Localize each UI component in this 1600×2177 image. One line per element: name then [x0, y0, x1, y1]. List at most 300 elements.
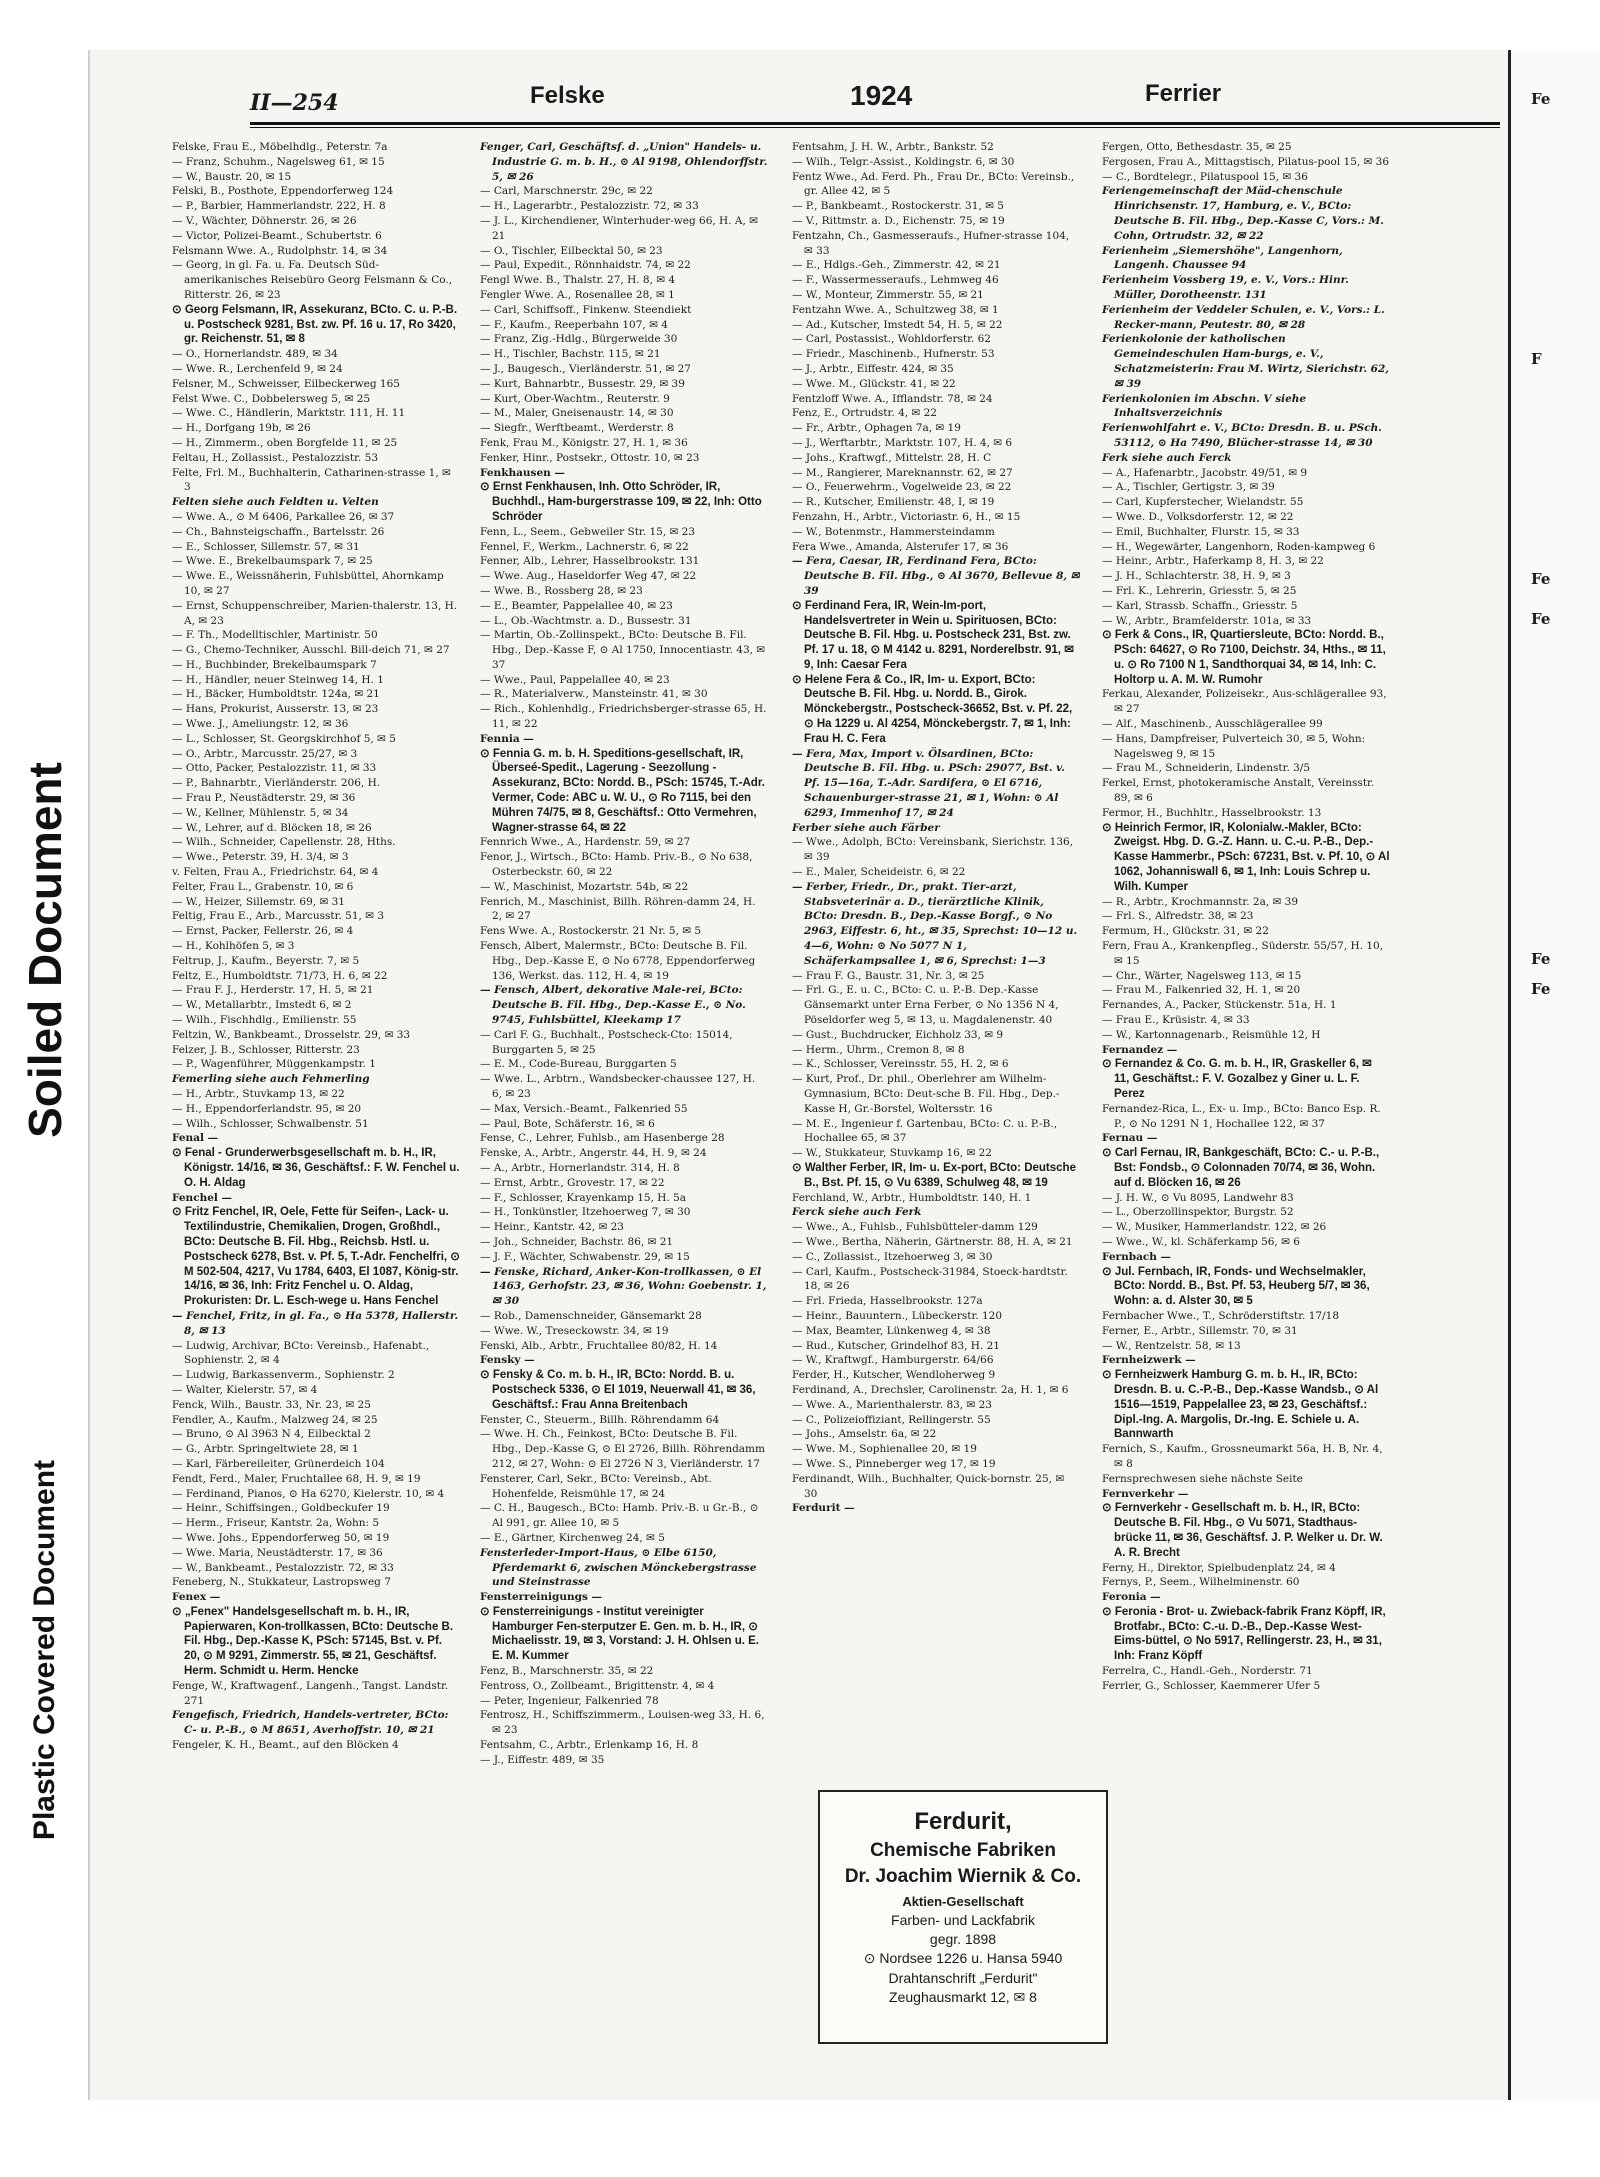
header-last-name: Ferrier [1145, 80, 1222, 107]
directory-entry: — Kurt, Ober-Wachtm., Reuterstr. 9 [480, 392, 670, 405]
directory-entry: — Fenchel, Fritz, in gl. Fa., ⊙ Ha 5378, Hallerstr. 8, ✉ 13 [172, 1309, 459, 1337]
directory-entry: Fern, Frau A., Krankenpfleg., Süderstr. 55/57, H. 10, ✉ 15 [1102, 940, 1384, 967]
section-heading: Fernau — [1102, 1132, 1158, 1145]
directory-entry: — F., Wassermesseraufs., Lehmweg 46 [792, 274, 999, 287]
directory-entry: — Wwe. Maria, Neustädterstr. 17, ✉ 36 [172, 1546, 383, 1559]
edge-mark: Fe [1531, 950, 1551, 968]
directory-entry: Fendt, Ferd., Maler, Fruchtallee 68, H. 9, ✉ 19 [172, 1472, 421, 1485]
directory-entry: Fenn, L., Seem., Gebweiler Str. 15, ✉ 23 [480, 525, 695, 538]
directory-entry: — Ad., Kutscher, Imstedt 54, H. 5, ✉ 22 [792, 318, 1003, 331]
firm-entry: ⊙ Fennia G. m. b. H. Speditions-gesellschaft, IR, Überseé-Spedit., Lagerung - Seezollung - Assekuranz, BCto: Nordd. B., PSch: 15745, T.-Adr. Vermer, Code: ABC u. W. U., ⊙ Ro 7115, bei den Mühren 74/75, ✉ 8, Geschäftsf.: Otto Vermehren, Wagner-strasse 64, ✉ 22 [480, 747, 765, 834]
directory-entry: — C., Zollassist., Itzehoerweg 3, ✉ 30 [792, 1250, 993, 1263]
directory-entry: Felter, Frau L., Grabenstr. 10, ✉ 6 [172, 880, 354, 893]
directory-entry: — J., Werftarbtr., Marktstr. 107, H. 4, ✉ 6 [792, 436, 1013, 449]
directory-entry: — A., Tischler, Gertigstr. 3, ✉ 39 [1102, 481, 1275, 494]
directory-entry: — E., Gärtner, Kirchenweg 24, ✉ 5 [480, 1531, 665, 1544]
directory-entry: — Wwe., Bertha, Näherin, Gärtnerstr. 88, H. A, ✉ 21 [792, 1235, 1073, 1248]
directory-entry: — Johs., Kraftwgf., Mittelstr. 28, H. C [792, 451, 992, 464]
directory-entry: — H., Dorfgang 19b, ✉ 26 [172, 422, 311, 435]
directory-entry: — E., Beamter, Pappelallee 40, ✉ 23 [480, 599, 673, 612]
directory-entry: — Carl F. G., Buchhalt., Postscheck-Cto: 15014, Burggarten 5, ✉ 25 [480, 1028, 733, 1056]
directory-entry: — M., Rangierer, Mareknannstr. 62, ✉ 27 [792, 466, 1013, 479]
directory-entry: — Gust., Buchdrucker, Eichholz 33, ✉ 9 [792, 1028, 1004, 1041]
directory-entry: Ferienwohlfahrt e. V., BCto: Dresdn. B. u. PSch. 53112, ⊙ Ha 7490, Blücher-strasse 14, ✉ 30 [1102, 422, 1382, 449]
directory-entry: — Ch., Bahnsteigschaffn., Bartelsstr. 26 [172, 525, 385, 538]
directory-entry: Fernandez-Rica, L., Ex- u. Imp., BCto: Banco Esp. R. P., ⊙ No 1291 N 1, Hochallee 122, ✉ 37 [1102, 1102, 1381, 1130]
directory-entry: Felsmann Wwe. A., Rudolphstr. 14, ✉ 34 [172, 244, 388, 257]
directory-entry: — P., Bankbeamt., Rostockerstr. 31, ✉ 5 [792, 200, 1004, 213]
firm-entry: ⊙ Feronia - Brot- u. Zwieback-fabrik Franz Köpff, IR, Brotfabr., BCto: C.-u. D.-B., Dep.-Kasse West-Eims-büttel, ⊙ No 5917, Rellingerstr. 23, H., ✉ 31, Inh: Franz Köpff [1102, 1605, 1386, 1663]
directory-entry: — C. H., Baugesch., BCto: Hamb. Priv.-B. u Gr.-B., ⊙ Al 991, gr. Allee 10, ✉ 5 [480, 1502, 759, 1530]
directory-entry: Ferck siehe auch Ferk [792, 1206, 922, 1219]
directory-entry: — Carl, Schiffsoff., Finkenw. Steendiekt [480, 303, 692, 316]
directory-entry: — Frau F. G., Baustr. 31, Nr. 3, ✉ 25 [792, 969, 985, 982]
directory-entry: Fengeler, K. H., Beamt., auf den Blöcken 4 [172, 1739, 399, 1752]
directory-entry: — Wwe., Paul, Pappelallee 40, ✉ 23 [480, 673, 670, 686]
directory-entry: — J., Eiffestr. 489, ✉ 35 [480, 1753, 605, 1766]
directory-entry: — H., Arbtr., Stuvkamp 13, ✉ 22 [172, 1088, 345, 1100]
directory-entry: — H., Kohlhöfen 5, ✉ 3 [172, 940, 295, 953]
directory-entry: Ferienheim der Veddeler Schulen, e. V., Vors.: L. Recker-mann, Peutestr. 80, ✉ 28 [1102, 303, 1385, 331]
directory-entry: — O., Hornerlandstr. 489, ✉ 34 [172, 348, 338, 361]
directory-entry: — Wwe. M., Sophienallee 20, ✉ 19 [792, 1443, 977, 1456]
directory-entry: — O., Tischler, Eilbecktal 50, ✉ 23 [480, 244, 663, 257]
directory-entry: Fenck, Wilh., Baustr. 33, Nr. 23, ✉ 25 [172, 1398, 371, 1411]
directory-entry: — Wwe. J., Ameliungstr. 12, ✉ 36 [172, 718, 349, 731]
directory-entry: — Herm., Friseur, Kantstr. 2a, Wohn: 5 [172, 1517, 380, 1530]
directory-entry: — Johs., Amselstr. 6a, ✉ 22 [792, 1428, 937, 1441]
directory-entry: — Ludwig, Archivar, BCto: Vereinsb., Hafenabt., Sophienstr. 2, ✉ 4 [172, 1339, 430, 1367]
directory-entry: — W., Rentzelstr. 58, ✉ 13 [1102, 1339, 1241, 1352]
directory-entry: Feltau, H., Zollassist., Pestalozzistr. 53 [172, 451, 379, 464]
directory-entry: — Wwe. M., Glückstr. 41, ✉ 22 [792, 377, 956, 390]
header-rule [250, 122, 1500, 128]
directory-entry: Fenz, E., Ortrudstr. 4, ✉ 22 [792, 407, 937, 420]
directory-entry: Fermum, H., Glückstr. 31, ✉ 22 [1102, 925, 1269, 938]
directory-entry: Fentsahm, C., Arbtr., Erlenkamp 16, H. 8 [480, 1739, 699, 1752]
directory-entry: — W., Baustr. 20, ✉ 15 [172, 170, 292, 183]
firm-entry: ⊙ Walther Ferber, IR, Im- u. Ex-port, BCto: Deutsche B., Bst. Pf. 15, ⊙ Vu 6389, Schulweg 48, ✉ 19 [792, 1161, 1076, 1189]
directory-entry: — Rich., Kohlenhdlg., Friedrichsberger-strasse 65, H. 11, ✉ 22 [480, 703, 767, 731]
directory-entry: — P., Bahnarbtr., Vierländerstr. 206, H. [172, 777, 381, 790]
directory-entry: — Hans, Prokurist, Ausserstr. 13, ✉ 23 [172, 703, 379, 716]
firm-entry: ⊙ Fensterreinigungs - Institut vereinigter Hamburger Fen-sterputzer E. Gen. m. b. H., IR, ⊙ Michaelisstr. 19, ✉ 3, Vorstand: J. H. Ohlsen u. E. E. M. Kummer [480, 1605, 759, 1663]
directory-entry: Fenster, C., Steuerm., Billh. Röhrendamm 64 [480, 1413, 720, 1426]
directory-entry: — W., Kartonnagenarb., Reismühle 12, H [1102, 1028, 1321, 1041]
firm-entry: ⊙ Fensky & Co. m. b. H., IR, BCto: Nordd. B. u. Postscheck 5336, ⊙ El 1019, Neuerwall 41, ✉ 36, Geschäftsf.: Frau Anna Breitenbach [480, 1369, 756, 1411]
section-heading: Fernandez — [1102, 1043, 1178, 1056]
ad-line-4: Farben- und Lackfabrik [891, 1912, 1035, 1928]
directory-entry: — Frau E., Krüsistr. 4, ✉ 33 [1102, 1014, 1250, 1027]
directory-entry: — G., Arbtr. Springeltwiete 28, ✉ 1 [172, 1443, 359, 1456]
directory-entry: — Ernst, Schuppenschreiber, Marien-thalerstr. 13, H. A, ✉ 23 [172, 599, 458, 627]
directory-entry: — Wwe., A., Fuhlsb., Fuhlsbütteler-damm 129 [792, 1221, 1038, 1234]
directory-entry: — Karl, Färbereileiter, Grünerdeich 104 [172, 1457, 385, 1470]
directory-entry: — Wwe. L., Arbtrn., Wandsbecker-chaussee 127, H. 6, ✉ 23 [480, 1073, 756, 1100]
directory-entry: Fentzloff Wwe. A., Ifflandstr. 78, ✉ 24 [792, 392, 993, 405]
directory-entry: Fernsprechwesen siehe nächste Seite [1102, 1472, 1303, 1485]
directory-entry: — J., Arbtr., Eiffestr. 424, ✉ 35 [792, 362, 954, 375]
directory-entry: Fenrich, M., Maschinist, Billh. Röhren-damm 24, H. 2, ✉ 27 [480, 895, 756, 923]
directory-entry: — Fr., Arbtr., Ophagen 7a, ✉ 19 [792, 422, 961, 435]
ad-line-8: Zeughausmarkt 12, ✉ 8 [889, 1989, 1037, 2005]
section-heading: Feronia — [1102, 1591, 1161, 1604]
directory-column-2 [480, 140, 768, 2100]
directory-entry: Fengl Wwe. B., Thalstr. 27, H. 8, ✉ 4 [480, 274, 676, 287]
directory-entry: — Wwe., Adolph, BCto: Vereinsbank, Sierichstr. 136, ✉ 39 [792, 836, 1074, 864]
firm-entry: ⊙ Heinrich Fermor, IR, Kolonialw.-Makler, BCto: Zweigst. Hbg. D. G.-Z. Hann. u. C.-u. P.-B., Dep.-Kasse Hammerbr., PSch: 67231, Bst. v. Pf. 10, ⊙ Al 1062, Johanniswall 6, ✉ 1, Inh: Louis Schrep u. Wilh. Kumper [1102, 821, 1390, 893]
directory-entry: — H., Eppendorferlandstr. 95, ✉ 20 [172, 1102, 362, 1115]
directory-entry: Fensterleder-Import-Haus, ⊙ Elbe 6150, Pferdemarkt 6, zwischen Mönckebergstrasse und Steinstrasse [480, 1546, 757, 1589]
ad-line-2: Dr. Joachim Wiernik & Co. [844, 1866, 1082, 1887]
directory-entry: Fendler, A., Kaufm., Malzweg 24, ✉ 25 [172, 1413, 378, 1426]
directory-entry: Felst Wwe. C., Dobbelersweg 5, ✉ 25 [172, 392, 371, 405]
directory-entry: — Max, Versich.-Beamt., Falkenried 55 [480, 1102, 688, 1115]
directory-entry: Fenger, Carl, Geschäftsf. d. „Union" Handels- u. Industrie G. m. b. H., ⊙ Al 9198, Ohlendorffstr. 5, ✉ 26 [480, 141, 768, 183]
directory-entry: Feltrup, J., Kaufm., Beyerstr. 7, ✉ 5 [172, 954, 360, 967]
directory-entry: — O., Arbtr., Marcusstr. 25/27, ✉ 3 [172, 747, 358, 760]
directory-entry: Feneberg, N., Stukkateur, Lastropsweg 7 [172, 1576, 391, 1589]
directory-entry: — Wilh., Schneider, Capellenstr. 28, Hths. [172, 836, 396, 849]
directory-entry: — M., Maler, Gneisenaustr. 14, ✉ 30 [480, 407, 674, 420]
directory-entry: Ferkau, Alexander, Polizeisekr., Aus-schlägerallee 93, ✉ 27 [1102, 688, 1387, 716]
directory-entry: — Kurt, Bahnarbtr., Bussestr. 29, ✉ 39 [480, 377, 685, 390]
ad-line-3: Aktien-Gesellschaft [902, 1894, 1024, 1909]
directory-entry: Ferrelra, C., Handl.-Geh., Norderstr. 71 [1102, 1665, 1313, 1678]
ad-title: Ferdurit, [914, 1808, 1012, 1835]
section-heading: Fernverkehr — [1102, 1487, 1189, 1500]
directory-entry: Fernandes, A., Packer, Stückenstr. 51a, H. 1 [1102, 999, 1337, 1012]
directory-entry: — Paul, Expedit., Rönnhaidstr. 74, ✉ 22 [480, 259, 691, 272]
firm-entry: ⊙ Ferdinand Fera, IR, Wein-Im-port, Handelsvertreter in Wein u. Spirituosen, BCto: Deutsche B. Fil. Hbg. u. Postscheck 231, Bst. zw. Pf. 17 u. 18, ⊙ M 4142 u. 8291, Norderelbstr. 91, ✉ 9, Inh: Caesar Fera [792, 599, 1074, 671]
page-header [160, 68, 1500, 118]
directory-entry: — Carl, Postassist., Wohldorferstr. 62 [792, 333, 991, 346]
directory-entry: — Franz, Zig.-Hdlg., Bürgerweide 30 [480, 333, 678, 346]
directory-entry: — Siegfr., Werftbeamt., Werderstr. 8 [480, 422, 674, 435]
directory-entry: — Rob., Damenschneider, Gänsemarkt 28 [480, 1309, 702, 1322]
ferdurit-advertisement [818, 1790, 1108, 2044]
adjacent-page-edge [1508, 50, 1600, 2100]
directory-entry: — Kurt, Prof., Dr. phil., Oberlehrer am Wilhelm-Gymnasium, BCto: Deut-sche B. Fil. Hbg., Dep.-Kasse H, Gr.-Borstel, Woltersstr. 16 [792, 1073, 1060, 1115]
directory-entry: — Heinr., Bauuntern., Lübeckerstr. 120 [792, 1309, 1003, 1322]
directory-entry: — Wwe. R., Lerchenfeld 9, ✉ 24 [172, 362, 343, 375]
firm-entry: ⊙ Fernverkehr - Gesellschaft m. b. H., IR, BCto: Deutsche B. Fil. Hbg., ⊙ Vu 5071, Stadthaus-brücke 11, ✉ 36, Geschäftsf. J. P. Welker u. Dr. W. A. R. Brecht [1102, 1502, 1383, 1559]
directory-entry: Ferrler, G., Schlosser, Kaemmerer Ufer 5 [1102, 1679, 1321, 1692]
directory-entry: Fergosen, Frau A., Mittagstisch, Pilatus-pool 15, ✉ 36 [1102, 155, 1390, 168]
page-number: II—254 [250, 90, 339, 116]
directory-entry: — F., Schlosser, Krayenkamp 15, H. 5a [480, 1191, 687, 1204]
directory-entry: — Ernst, Arbtr., Grovestr. 17, ✉ 22 [480, 1176, 665, 1189]
directory-entry: Ferchland, W., Arbtr., Humboldtstr. 140, H. 1 [792, 1191, 1032, 1204]
directory-entry: — C., Bordtelegr., Pilatuspool 15, ✉ 36 [1102, 170, 1308, 183]
directory-entry: — P., Barbier, Hammerlandstr. 222, H. 8 [172, 200, 386, 213]
directory-entry: Fenor, J., Wirtsch., BCto: Hamb. Priv.-B., ⊙ No 638, Osterbeckstr. 60, ✉ 22 [480, 851, 753, 879]
section-heading: Fernheizwerk — [1102, 1354, 1196, 1367]
directory-entry: Ferber siehe auch Färber [792, 821, 940, 834]
directory-entry: Ferder, H., Kutscher, Wendloherweg 9 [792, 1369, 996, 1382]
directory-entry: Felzer, J. B., Schlosser, Ritterstr. 23 [172, 1043, 360, 1056]
directory-entry: — Wwe. A., ⊙ M 6406, Parkallee 26, ✉ 37 [172, 510, 395, 523]
section-heading: Fensky — [480, 1354, 535, 1367]
directory-entry: Felten siehe auch Feldten u. Velten [172, 496, 379, 509]
directory-entry: Fenker, Hinr., Postsekr., Ottostr. 10, ✉ 23 [480, 451, 700, 464]
section-heading: Ferdurit — [792, 1502, 855, 1515]
directory-entry: — Chr., Wärter, Nagelsweg 113, ✉ 15 [1102, 969, 1302, 982]
directory-entry: — K., Schlosser, Vereinsstr. 55, H. 2, ✉ 6 [792, 1058, 1009, 1071]
directory-entry: — Heinr., Arbtr., Haferkamp 8, H. 3, ✉ 22 [1102, 555, 1324, 568]
directory-entry: — Victor, Polizei-Beamt., Schubertstr. 6 [172, 229, 382, 242]
directory-entry: — M. E., Ingenieur f. Gartenbau, BCto: C. u. P.-B., Hochallee 65, ✉ 37 [792, 1117, 1058, 1145]
directory-entry: — Carl, Kupferstecher, Wielandstr. 55 [1102, 496, 1304, 509]
section-heading: Fenkhausen — [480, 466, 565, 479]
directory-entry: — L., Oberzollinspektor, Burgstr. 52 [1102, 1206, 1294, 1219]
section-heading: Fensterreinigungs — [480, 1591, 603, 1604]
directory-entry: Feltz, E., Humboldtstr. 71/73, H. 6, ✉ 22 [172, 969, 388, 982]
directory-entry: — H., Lagerarbtr., Pestalozzistr. 72, ✉ 33 [480, 200, 699, 213]
directory-entry: — Wwe. H. Ch., Feinkost, BCto: Deutsche B. Fil. Hbg., Dep.-Kasse G, ⊙ El 2726, Billh. Röhrendamm 212, ✉ 27, Wohn: ⊙ El 2726 N 3, Vierländerstr. 17 [480, 1428, 765, 1470]
directory-entry: Felske, Frau E., Möbelhdlg., Peterstr. 7a [172, 141, 388, 153]
firm-entry: ⊙ Fernandez & Co. G. m. b. H., IR, Graskeller 6, ✉ 11, Geschäftst.: F. V. Gozalbez y Giner u. L. F. Perez [1102, 1058, 1372, 1100]
directory-entry: Feltig, Frau E., Arb., Marcusstr. 51, ✉ 3 [172, 910, 384, 923]
directory-entry: Fengler Wwe. A., Rosenallee 28, ✉ 1 [480, 288, 675, 301]
firm-entry: ⊙ Fernheizwerk Hamburg G. m. b. H., IR, BCto: Dresdn. B. u. C.-P.-B., Dep.-Kasse Wandsb., ⊙ Al 1516—1519, Pappelallee 23, ✉ 23, Geschäftsf.: Dipl.-Ing. A. Margolis, Dr.-Ing. E. Schiele u. A. Bannwarth [1102, 1369, 1379, 1441]
directory-entry: — Wilh., Telgr.-Assist., Koldingstr. 6, ✉ 30 [792, 155, 1015, 168]
directory-entry: — W., Botenmstr., Hammersteindamm [792, 525, 995, 538]
directory-entry: — Wwe. E., Weissnäherin, Fuhlsbüttel, Ahornkamp 10, ✉ 27 [172, 570, 444, 597]
directory-entry: — Frl. G., E. u. C., BCto: C. u. P.-B. Dep.-Kasse Gänsemarkt unter Erna Ferber, ⊙ No 1356 N 4, Pöseldorfer weg 5, ✉ 13, u. Magdalenenstr. 40 [792, 984, 1059, 1027]
firm-entry: ⊙ Ernst Fenkhausen, Inh. Otto Schröder, IR, Buchhdl., Ham-burgerstrasse 109, ✉ 22, Inh: Otto Schröder [480, 481, 762, 523]
firm-entry: ⊙ Fenal - Grunderwerbsgesellschaft m. b. H., IR, Königstr. 14/16, ✉ 36, Geschäftsf.: F. W. Fenchel u. O. H. Aldag [172, 1147, 460, 1189]
directory-entry: — Wwe. D., Volksdorferstr. 12, ✉ 22 [1102, 510, 1294, 523]
directory-entry: Fenge, W., Kraftwagenf., Langenh., Tangst. Landstr. 271 [172, 1679, 449, 1707]
directory-entry: Fentzahn Wwe. A., Schultzweg 38, ✉ 1 [792, 303, 999, 316]
directory-entry: Ferdinand, A., Drechsler, Carolinenstr. 2a, H. 1, ✉ 6 [792, 1383, 1069, 1396]
directory-entry: v. Felten, Frau A., Friedrichstr. 64, ✉ 4 [172, 866, 379, 879]
directory-entry: Felski, B., Posthote, Eppendorferweg 124 [172, 185, 394, 198]
directory-entry: — E., Maler, Scheideistr. 6, ✉ 22 [792, 866, 966, 879]
directory-entry: — Emil, Buchhalter, Flurstr. 15, ✉ 33 [1102, 525, 1300, 538]
directory-entry: — O., Feuerwehrm., Vogelweide 23, ✉ 22 [792, 481, 1012, 494]
directory-entry: — E., Hdlgs.-Geh., Zimmerstr. 42, ✉ 21 [792, 259, 1001, 272]
directory-entry: — Wwe. Aug., Haseldorfer Weg 47, ✉ 22 [480, 570, 697, 583]
directory-entry: — Heinr., Kantstr. 42, ✉ 23 [480, 1221, 624, 1234]
directory-entry: — H., Buchbinder, Brekelbaumspark 7 [172, 658, 377, 671]
directory-entry: — H., Zimmerm., oben Borgfelde 11, ✉ 25 [172, 436, 398, 449]
directory-entry: — Martin, Ob.-Zollinspekt., BCto: Deutsche B. Fil. Hbg., Dep.-Kasse F, ⊙ Al 1750, Innocentiastr. 43, ✉ 37 [480, 629, 766, 671]
directory-entry: Fentrosz, H., Schiffszimmerm., Louisen-weg 33, H. 6, ✉ 23 [480, 1709, 765, 1737]
firm-entry: ⊙ Ferk & Cons., IR, Quartiersleute, BCto: Nordd. B., PSch: 64627, ⊙ Ro 7100, Deichstr. 34, Hths., ✉ 11, u. ⊙ Ro 7100 N 1, Sandthorquai 34, ✉ 14, Inh: C. Holtorp u. A. M. W. Rumohr [1102, 629, 1386, 686]
directory-entry: — J. F., Wächter, Schwabenstr. 29, ✉ 15 [480, 1250, 690, 1263]
directory-entry: — H., Tischler, Bachstr. 115, ✉ 21 [480, 348, 661, 361]
directory-entry: — Wwe. Johs., Eppendorferweg 50, ✉ 19 [172, 1531, 390, 1544]
directory-entry: Ferienkolonie der katholischen Gemeindeschulen Ham-burgs, e. V., Schatzmeisterin: Frau M. Wirtz, Sierichstr. 62, ✉ 39 [1102, 333, 1389, 390]
directory-entry: — Georg, in gl. Fa. u. Fa. Deutsch Süd-amerikanisches Reisebüro Georg Felsmann & Co., Ritterstr. 26, ✉ 23 [172, 259, 453, 301]
directory-entry: — Otto, Packer, Pestalozzistr. 11, ✉ 33 [172, 762, 377, 775]
edge-mark: Fe [1531, 980, 1551, 998]
directory-entry: Ferdinandt, Wilh., Buchhalter, Quick-bornstr. 25, ✉ 30 [792, 1472, 1065, 1500]
edge-mark: Fe [1531, 570, 1551, 588]
directory-entry: Fens Wwe. A., Rostockerstr. 21 Nr. 5, ✉ 5 [480, 925, 702, 938]
directory-entry: — Fenske, Richard, Anker-Kon-trollkassen, ⊙ El 1463, Gerhofstr. 23, ✉ 36, Wohn: Goebenstr. 1, ✉ 30 [480, 1265, 767, 1308]
scan-margin [88, 2100, 1600, 2177]
directory-entry: Fernich, S., Kaufm., Grossneumarkt 56a, H. B, Nr. 4, ✉ 8 [1102, 1443, 1383, 1470]
directory-entry: — Friedr., Maschinenb., Hufnerstr. 53 [792, 348, 995, 361]
directory-entry: — Frl. S., Alfredstr. 38, ✉ 23 [1102, 910, 1254, 923]
directory-entry: Fensterer, Carl, Sekr., BCto: Vereinsb., Abt. Hohenfelde, Reismühle 17, ✉ 24 [480, 1472, 712, 1500]
directory-entry: Fengefisch, Friedrich, Handels-vertreter, BCto: C- u. P.-B., ⊙ M 8651, Averhoffstr. 10, ✉ 21 [172, 1709, 449, 1737]
directory-entry: — Walter, Kielerstr. 57, ✉ 4 [172, 1383, 318, 1396]
directory-entry: Felsner, M., Schweisser, Eilbeckerweg 165 [172, 377, 400, 390]
directory-entry: — Karl, Strassb. Schaffn., Griesstr. 5 [1102, 599, 1298, 612]
firm-entry: ⊙ „Fenex" Handelsgesellschaft m. b. H., IR, Papierwaren, Kon-trollkassen, BCto: Deutsche B. Fil. Hbg., Dep.-Kasse K, PSch: 57145, Bst. v. Pf. 20, ⊙ M 9291, Zimmerstr. 55, ✉ 21, Geschäftsf. Herm. Schmidt u. Herm. Hencke [172, 1605, 454, 1678]
directory-entry: — V., Rittmstr. a. D., Eichenstr. 75, ✉ 19 [792, 214, 1005, 227]
directory-entry: — Bruno, ⊙ Al 3963 N 4, Eilbecktal 2 [172, 1428, 371, 1441]
directory-entry: — J. L., Kirchendiener, Winterhuder-weg 66, H. A, ✉ 21 [480, 214, 758, 242]
edge-mark: Fe [1531, 90, 1551, 108]
directory-entry: — Paul, Bote, Schäferstr. 16, ✉ 6 [480, 1117, 655, 1130]
directory-entry: — C., Polizeioffiziant, Rellingerstr. 55 [792, 1413, 991, 1426]
directory-entry: Feltzin, W., Bankbeamt., Drosselstr. 29, ✉ 33 [172, 1028, 411, 1041]
directory-entry: Fennel, F., Werkm., Lachnerstr. 6, ✉ 22 [480, 540, 689, 553]
directory-entry: — Fera, Max, Import v. Ölsardinen, BCto: Deutsche B. Fil. Hbg. u. PSch: 29077, Bst. v. Pf. 15—16a, T.-Adr. Sardifera, ⊙ El 6716, Schauenburger-strasse 21, ✉ 1, Wohn: ⊙ Al 6293, Immenhof 17, ✉ 24 [792, 747, 1065, 819]
directory-entry: — L., Ob.-Wachtmstr. a. D., Bussestr. 31 [480, 614, 692, 627]
directory-entry: — Frl. K., Lehrerin, Griesstr. 5, ✉ 25 [1102, 584, 1297, 597]
directory-entry: — Wwe. C., Händlerin, Marktstr. 111, H. 11 [172, 407, 406, 420]
directory-entry: — Wwe. S., Pinneberger weg 17, ✉ 19 [792, 1457, 996, 1470]
directory-entry: Felte, Frl. M., Buchhalterin, Catharinen-strasse 1, ✉ 3 [172, 466, 451, 494]
firm-entry: ⊙ Georg Felsmann, IR, Assekuranz, BCto. C. u. P.-B. u. Postscheck 9281, Bst. zw. Pf. 16 u. 17, Ro 3420, gr. Reichenstr. 51, ✉ 8 [172, 303, 458, 346]
directory-entry: Fernys, P., Seem., Wilhelminenstr. 60 [1102, 1576, 1300, 1589]
directory-entry: Ferny, H., Direktor, Spielbudenplatz 24, ✉ 4 [1102, 1561, 1336, 1574]
directory-entry: — J. H. W., ⊙ Vu 8095, Landwehr 83 [1102, 1191, 1294, 1204]
directory-entry: — Ludwig, Barkassenverm., Sophienstr. 2 [172, 1369, 395, 1382]
directory-page [88, 50, 1510, 2100]
directory-entry: — Carl, Marschnerstr. 29c, ✉ 22 [480, 185, 653, 198]
directory-entry: — R., Arbtr., Krochmannstr. 2a, ✉ 39 [1102, 895, 1299, 908]
directory-entry: — Carl, Kaufm., Postscheck-31984, Stoeck-hardtstr. 18, ✉ 26 [792, 1265, 1068, 1293]
directory-entry: Ferienkolonien im Abschn. V siehe Inhaltsverzeichnis [1102, 392, 1307, 420]
directory-entry: Fensch, Albert, Malermstr., BCto: Deutsche B. Fil. Hbg., Dep.-Kasse E, ⊙ No 6778, Eppendorferweg 136, Werkst. das. 112, H. 4, ✉ 19 [480, 940, 756, 982]
directory-entry: — V., Wächter, Döhnerstr. 26, ✉ 26 [172, 214, 357, 227]
directory-entry: — H., Händler, neuer Steinweg 14, H. 1 [172, 673, 384, 686]
directory-entry: — W., Stukkateur, Stuvkamp 16, ✉ 22 [792, 1147, 992, 1160]
directory-entry: Feriengemeinschaft der Mäd-chenschule Hinrichsenstr. 17, Hamburg, e. V., BCto: Deutsche B. Fil. Hbg., Dep.-Kasse C, Vors.: M. Cohn, Ortrudstr. 32, ✉ 22 [1102, 185, 1384, 242]
directory-entry: — H., Wegewärter, Langenhorn, Roden-kampweg 6 [1102, 540, 1376, 553]
directory-entry: — Wilh., Fischhdlg., Emilienstr. 55 [172, 1014, 357, 1027]
directory-entry: — J. H., Schlachterstr. 38, H. 9, ✉ 3 [1102, 570, 1291, 583]
directory-entry: Ferienheim Vossberg 19, e. V., Vors.: Hinr. Müller, Dorotheenstr. 131 [1102, 274, 1349, 301]
directory-entry: — Wilh., Schlosser, Schwalbenstr. 51 [172, 1117, 369, 1130]
directory-entry: — F., Kaufm., Reeperbahn 107, ✉ 4 [480, 318, 668, 331]
directory-entry: — W., Maschinist, Mozartstr. 54b, ✉ 22 [480, 880, 689, 893]
directory-entry: — Ernst, Packer, Fellerstr. 26, ✉ 4 [172, 925, 354, 938]
directory-entry: Femerling siehe auch Fehmerling [172, 1073, 370, 1086]
directory-entry: — R., Materialverw., Mansteinstr. 41, ✉ 30 [480, 688, 708, 701]
directory-entry: — G., Chemo-Techniker, Ausschl. Bill-deich 71, ✉ 27 [172, 644, 450, 657]
section-heading: Fenal — [172, 1132, 219, 1145]
directory-entry: — Fera, Caesar, IR, Ferdinand Fera, BCto: Deutsche B. Fil. Hbg., ⊙ Al 3670, Bellevue 8, ✉ 39 [792, 555, 1080, 597]
directory-entry: — P., Wagenführer, Müggenkampstr. 1 [172, 1058, 376, 1071]
firm-entry: ⊙ Jul. Fernbach, IR, Fonds- und Wechselmakler, BCto: Nordd. B., Bst. Pf. 53, Heuberg 5/7, ✉ 36, Wohn: a. d. Alster 30, ✉ 5 [1102, 1265, 1370, 1308]
directory-entry: Fenske, A., Arbtr., Angerstr. 44, H. 9, ✉ 24 [480, 1147, 707, 1160]
directory-entry: Fentz Wwe., Ad. Ferd. Ph., Frau Dr., BCto: Vereinsb., gr. Allee 42, ✉ 5 [792, 170, 1075, 198]
directory-entry: — Heinr., Schiffsingen., Goldbeckufer 19 [172, 1502, 390, 1515]
directory-entry: — Wwe. E., Brekelbaumspark 7, ✉ 25 [172, 555, 373, 568]
firm-entry: ⊙ Fritz Fenchel, IR, Oele, Fette für Seifen-, Lack- u. Textilindustrie, Chemikalien, Drogen, Großhdl., BCto: Deutsche B. Fil. Hbg., Reichsb. Hstl. u. Postscheck 6278, Bst. v. Pf. 5, T.-Adr. Fenchelfri, ⊙ M 502-504, 4217, Vu 1784, 6403, El 1087, König-str. 14/16, ✉ 36, Inh: Fritz Fenchel u. O. Aldag, Prokuristen: Dr. L. Esch-wege u. Hans Fenchel [172, 1206, 460, 1308]
directory-entry: — L., Schlosser, St. Georgskirchhof 5, ✉ 5 [172, 732, 396, 745]
directory-entry: — H., Tonkünstler, Itzehoerweg 7, ✉ 30 [480, 1206, 691, 1219]
directory-entry: — A., Hafenarbtr., Jacobstr. 49/51, ✉ 9 [1102, 466, 1308, 479]
section-heading: Fennia — [480, 732, 534, 745]
directory-entry: Ferk siehe auch Ferck [1102, 451, 1232, 464]
directory-entry: — Herm., Uhrm., Cremon 8, ✉ 8 [792, 1043, 965, 1056]
directory-entry: — W., Bankbeamt., Pestalozzistr. 72, ✉ 33 [172, 1561, 394, 1574]
directory-entry: Fentsahm, J. H. W., Arbtr., Bankstr. 52 [792, 141, 994, 153]
directory-entry: — W., Musiker, Hammerlandstr. 122, ✉ 26 [1102, 1221, 1327, 1234]
directory-entry: — F. Th., Modelltischler, Martinistr. 50 [172, 629, 378, 642]
directory-entry: — Wwe., Peterstr. 39, H. 3/4, ✉ 3 [172, 851, 349, 864]
directory-entry: — W., Heizer, Sillemstr. 69, ✉ 31 [172, 895, 345, 908]
directory-entry: — W., Lehrer, auf d. Blöcken 18, ✉ 26 [172, 821, 372, 834]
directory-entry: Fenz, B., Marschnerstr. 35, ✉ 22 [480, 1665, 654, 1678]
directory-entry: Ferkel, Ernst, photokeramische Anstalt, Vereinsstr. 89, ✉ 6 [1102, 777, 1375, 805]
directory-entry: Fense, C., Lehrer, Fuhlsb., am Hasenberge 28 [480, 1132, 725, 1145]
directory-entry: — Frau M., Schneiderin, Lindenstr. 3/5 [1102, 762, 1311, 775]
section-heading: Fernbach — [1102, 1250, 1172, 1263]
directory-entry: — Rud., Kutscher, Grindelhof 83, H. 21 [792, 1339, 1000, 1352]
directory-entry: — Ferdinand, Pianos, ⊙ Ha 6270, Kielerstr. 10, ✉ 4 [172, 1487, 445, 1500]
directory-entry: — Frau F. J., Herderstr. 17, H. 5, ✉ 21 [172, 984, 374, 997]
directory-entry: Fenzahn, H., Arbtr., Victoriastr. 6, H., ✉ 15 [792, 510, 1021, 523]
header-first-name: Felske [530, 82, 605, 109]
directory-entry: — Franz, Schuhm., Nagelsweg 61, ✉ 15 [172, 155, 385, 168]
ad-line-7: Drahtanschrift „Ferdurit" [888, 1970, 1038, 1986]
directory-entry: — Frau P., Neustädterstr. 29, ✉ 36 [172, 792, 356, 805]
directory-column-1 [172, 140, 460, 2100]
directory-entry: — Frl. Frieda, Hasselbrookstr. 127a [792, 1295, 983, 1308]
directory-entry: — E. M., Code-Bureau, Burggarten 5 [480, 1058, 677, 1071]
directory-entry: — W., Kellner, Mühlenstr. 5, ✉ 34 [172, 806, 349, 819]
ad-line-6: ⊙ Nordsee 1226 u. Hansa 5940 [863, 1950, 1063, 1966]
directory-entry: — Wwe. W., Treseckowstr. 34, ✉ 19 [480, 1324, 669, 1337]
directory-column-4 [1102, 140, 1390, 2100]
edge-mark: Fe [1531, 610, 1551, 628]
ad-line-1: Chemische Fabriken [870, 1840, 1056, 1861]
directory-entry: — W., Kraftwgf., Hamburgerstr. 64/66 [792, 1354, 994, 1367]
directory-entry: Fennrich Wwe., A., Hardenstr. 59, ✉ 27 [480, 836, 691, 849]
directory-entry: Fenner, Alb., Lehrer, Hasselbrookstr. 131 [480, 555, 700, 568]
directory-entry: — Wwe. B., Rossberg 28, ✉ 23 [480, 584, 643, 597]
directory-entry: — R., Kutscher, Emilienstr. 48, I, ✉ 19 [792, 496, 995, 509]
directory-entry: — W., Arbtr., Bramfelderstr. 101a, ✉ 33 [1102, 614, 1312, 627]
directory-entry: — Wwe., W., kl. Schäferkamp 56, ✉ 6 [1102, 1235, 1300, 1248]
directory-entry: — Wwe. A., Marienthalerstr. 83, ✉ 23 [792, 1398, 992, 1411]
directory-entry: Fenski, Alb., Arbtr., Fruchtallee 80/82, H. 14 [480, 1339, 718, 1352]
directory-entry: — W., Monteur, Zimmerstr. 55, ✉ 21 [792, 288, 984, 301]
directory-entry: Fernbacher Wwe., T., Schröderstiftstr. 17/18 [1102, 1309, 1339, 1322]
directory-entry: — Alf., Maschinenb., Ausschlägerallee 99 [1102, 718, 1323, 731]
directory-entry: — J., Baugesch., Vierländerstr. 51, ✉ 27 [480, 362, 691, 375]
directory-entry: Fenk, Frau M., Königstr. 27, H. 1, ✉ 36 [480, 436, 688, 449]
directory-entry: — Fensch, Albert, dekorative Male-rei, BCto: Deutsche B. Fil. Hbg., Dep.-Kasse E., ⊙ No. 9745, Fuhlsbüttel, Kleekamp 17 [480, 984, 746, 1027]
directory-entry: Fera Wwe., Amanda, Alsterufer 17, ✉ 36 [792, 540, 1009, 553]
firm-entry: ⊙ Helene Fera & Co., IR, Im- u. Export, BCto: Deutsche B. Fil. Hbg. u. Nordd. B., Girok. Mönckebergstr., Postscheck-36652, Bst. v. Pf. 22, ⊙ Ha 1229 u. Al 4254, Mönckebergstr. 7, ✉ 1, Inh: Frau H. C. Fera [792, 673, 1073, 745]
directory-entry: Fentross, O., Zollbeamt., Brigittenstr. 4, ✉ 4 [480, 1679, 715, 1692]
directory-entry: Ferner, E., Arbtr., Sillemstr. 70, ✉ 31 [1102, 1324, 1298, 1337]
soiled-document-label: Soiled Document [19, 762, 71, 1138]
ad-line-5: gegr. 1898 [929, 1931, 997, 1947]
directory-entry: — Joh., Schneider, Bachstr. 86, ✉ 21 [480, 1235, 674, 1248]
